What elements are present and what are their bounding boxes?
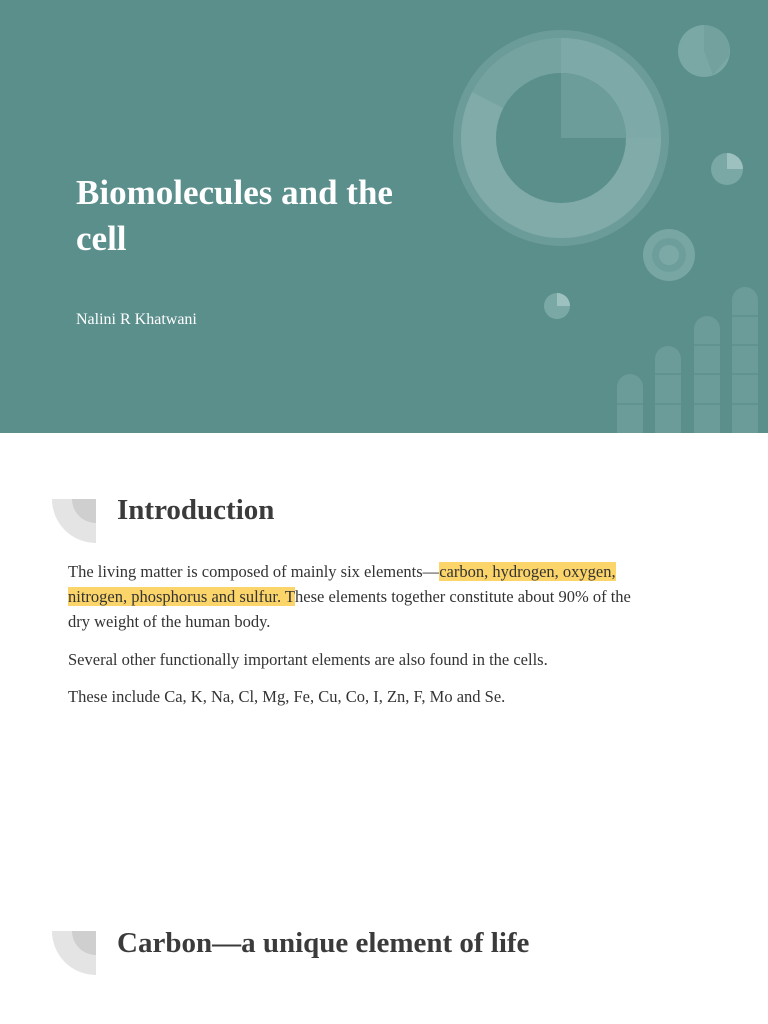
para1-highlight: carbon, hydrogen, oxygen, nitrogen, phosphorus and sulfur. T [68,562,616,606]
para1-text-before: The living matter is composed of mainly six elements— [68,562,440,581]
intro-paragraph-2: Several other functionally important elements are also found in the cells. [68,650,548,669]
intro-heading: Introduction [117,494,275,526]
intro-paragraph-1 [68,559,648,634]
content-slide [0,433,768,1024]
quarter-circle-icon [52,931,96,975]
slide-title: Biomolecules and the cell [76,173,393,258]
intro-paragraph-3: These include Ca, K, Na, Cl, Mg, Fe, Cu, Co, I, Zn, F, Mo and Se. [68,687,506,706]
quarter-circle-icon [52,499,96,543]
author-name: Nalini R Khatwani [76,311,197,328]
para1-text-after: hese elements together constitute about 90% of the dry weight of the human body. [68,587,631,631]
title-slide [0,0,768,433]
carbon-heading: Carbon—a unique element of life [117,927,530,959]
